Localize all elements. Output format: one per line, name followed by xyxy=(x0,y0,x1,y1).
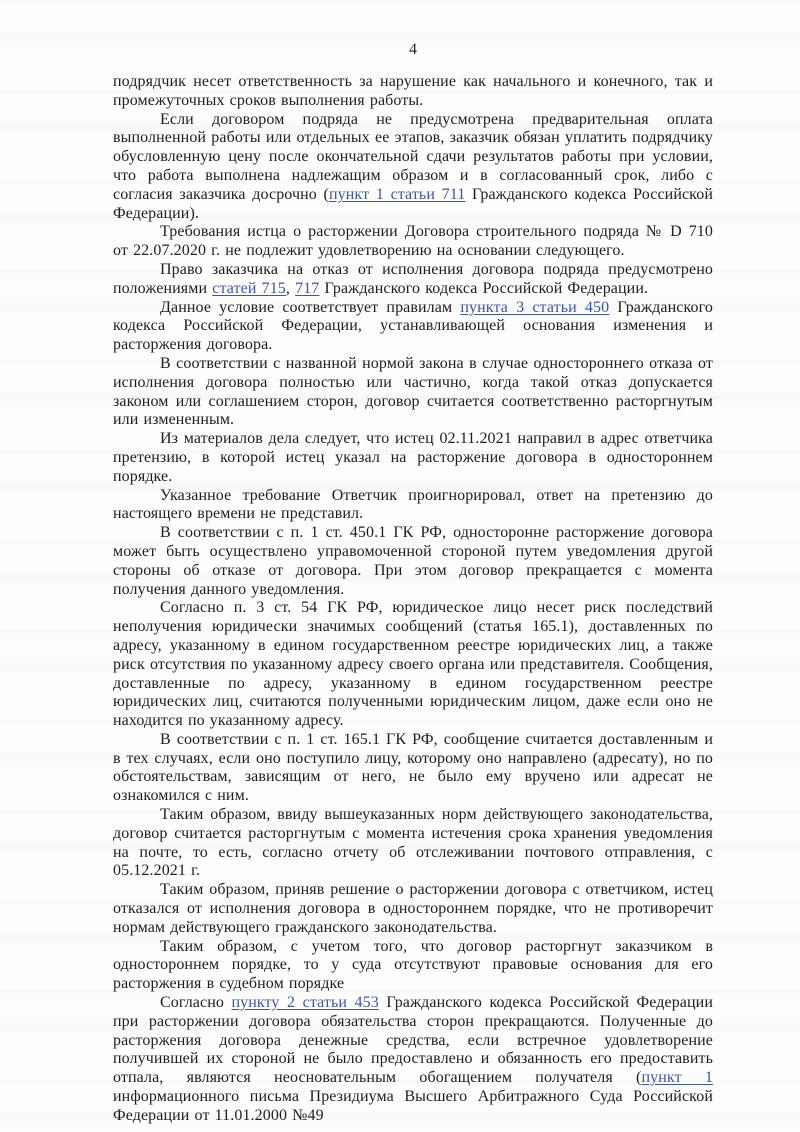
text-run: Гражданского кодекса Российской Федерации. xyxy=(319,279,649,297)
text-run: Указанное требование Ответчик проигнорировал, ответ на претензию до настоящего времени не представил. xyxy=(113,486,713,523)
text-run: Гражданского кодекса Российской Федерации, устанавливающей основания изменения и расторжения договора. xyxy=(113,298,713,354)
text-run: Согласно xyxy=(160,994,232,1012)
paragraph xyxy=(113,938,713,994)
paragraph xyxy=(113,261,713,299)
text-run: Гражданского кодекса Российской Федерации при расторжении договора обязательства сторон прекращаются. Полученные до расторжения договора денежные средства, если встречное удовлетворение получившей их стороной не было предоставлено и обязанность его предоставить отпала, являются неосновательным обогащением получателя ( xyxy=(113,994,713,1087)
text-run: В соответствии с п. 1 ст. 450.1 ГК РФ, односторонне расторжение договора может быть осуществлено управомоченной стороной путем уведомления другой стороны об отказе от договора. При этом договор прекращается с момента получения данного уведомления. xyxy=(113,524,713,598)
paragraph xyxy=(113,430,713,486)
text-run: подрядчик несет ответственность за нарушение как начального и конечного, так и промежуточных сроков выполнения работы. xyxy=(113,73,713,109)
text-run: , xyxy=(285,279,296,297)
paragraph xyxy=(113,223,713,261)
paragraph xyxy=(113,881,713,937)
text-run: Данное условие соответствует правилам xyxy=(160,298,461,316)
paragraph xyxy=(113,731,713,806)
paragraph xyxy=(113,73,713,111)
paragraph xyxy=(113,524,713,599)
legal-reference-link[interactable]: пункт 1 статьи 711 xyxy=(328,185,466,203)
text-run: Если договором подряда не предусмотрена предварительная оплата выполненной работы или отдельных ее этапов, заказчик обязан уплатить подрядчику обусловленную цену после окончательной сдачи результатов работы при условии, что работа выполнена надлежащим образом и в согласованный срок, либо с согласия заказчика досрочно ( xyxy=(113,110,713,203)
text-run: Таким образом, приняв решение о расторжении договора с ответчиком, истец отказался от исполнения договора в одностороннем порядке, что не противоречит нормам действующего гражданского законодательства. xyxy=(113,881,713,936)
page-number: 4 xyxy=(409,41,417,58)
document-body xyxy=(113,73,713,1126)
text-run: Из материалов дела следует, что истец 02.11.2021 направил в адрес ответчика претензию, в которой истец указал на расторжение договора в одностороннем порядке. xyxy=(113,430,713,485)
legal-reference-link[interactable]: пункт 1 xyxy=(641,1069,713,1087)
legal-reference-link[interactable]: пункта 3 статьи 450 xyxy=(460,298,610,316)
legal-reference-link[interactable]: 717 xyxy=(295,279,320,297)
text-run: Гражданского кодекса Российской Федерации). xyxy=(113,185,714,222)
text-run: Согласно п. 3 ст. 54 ГК РФ, юридическое лицо несет риск последствий неполучения юридически значимых сообщений (статья 165.1), доставленных по адресу, указанному в едином государственном реестре юридических лиц, а также риск отсутствия по указанному адресу своего органа или представителя. Сообщения, доставленные по адресу, указанному в едином государственном реестре юридических лиц, считаются полученными юридическим лицом, даже если оно не находится по указанному адресу. xyxy=(113,599,713,730)
paragraph xyxy=(113,355,713,430)
paragraph xyxy=(113,806,713,881)
paragraph xyxy=(113,599,713,731)
paragraph xyxy=(113,994,713,1126)
legal-reference-link[interactable]: статей 715 xyxy=(212,279,286,297)
text-run: информационного письма Президиума Высшего Арбитражного Суда Российской Федерации от 11.01.2000 №49 xyxy=(113,1088,713,1124)
text-run: В соответствии с п. 1 ст. 165.1 ГК РФ, сообщение считается доставленным и в тех случаях, если оно поступило лицу, которому оно направлено (адресату), но по обстоятельствам, зависящим от него, не было ему вручено или адресат не ознакомился с ним. xyxy=(113,730,713,805)
text-column xyxy=(113,40,713,1126)
text-run: Требования истца о расторжении Договора строительного подряда № D 710 от 22.07.2020 г. не подлежит удовлетворению на основании следующего. xyxy=(113,223,713,260)
paragraph xyxy=(113,299,713,355)
paragraph xyxy=(113,111,713,224)
text-run: Право заказчика на отказ от исполнения договора подряда предусмотрено положениями xyxy=(113,260,713,297)
legal-reference-link[interactable]: пункту 2 статьи 453 xyxy=(231,994,379,1012)
text-run: Таким образом, с учетом того, что договор расторгнут заказчиком в одностороннем порядке, то у суда отсутствуют правовые основания для его расторжения в судебном порядке xyxy=(113,937,713,993)
text-run: Таким образом, ввиду вышеуказанных норм действующего законодательства, договор считается расторгнутым с момента истечения срока хранения уведомления на почте, то есть, согласно отчету об отслеживании почтового отправления, с 05.12.2021 г. xyxy=(113,806,713,880)
text-run: В соответствии с названной нормой закона в случае одностороннего отказа от исполнения договора полностью или частично, когда такой отказ допускается законом или соглашением сторон, договор считается соответственно расторгнутым или измененным. xyxy=(113,354,713,429)
paragraph xyxy=(113,487,713,525)
